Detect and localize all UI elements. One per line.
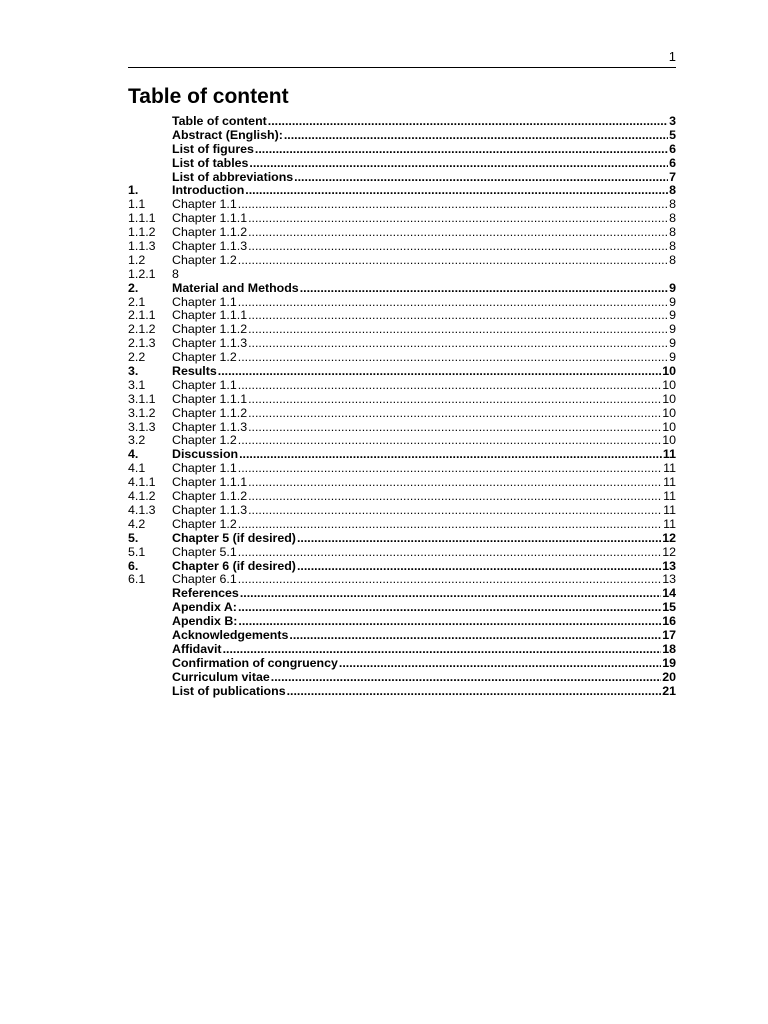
toc-entry[interactable] xyxy=(128,212,676,226)
toc-dot-leader xyxy=(238,518,662,532)
toc-entry-label: List of tables xyxy=(172,156,249,170)
toc-entry-page: 12 xyxy=(662,545,676,559)
toc-entry-page: 8 xyxy=(669,212,676,226)
header-rule xyxy=(128,67,676,68)
toc-entry-number: 4.1 xyxy=(128,462,146,476)
toc-entry-label: Discussion xyxy=(172,448,239,462)
toc-entry[interactable] xyxy=(128,546,676,560)
toc-entry-page: 11 xyxy=(663,476,676,490)
toc-dot-leader xyxy=(284,129,668,143)
toc-entry-page: 10 xyxy=(662,378,676,392)
toc-entry-label: Table of content xyxy=(172,115,267,128)
toc-entry-label: Chapter 1.1.1 xyxy=(172,476,248,490)
toc-entry-page: 11 xyxy=(663,517,676,531)
toc-entry-page: 21 xyxy=(662,684,676,698)
toc-dot-leader xyxy=(255,143,668,157)
toc-dot-leader xyxy=(238,351,668,365)
toc-entry[interactable] xyxy=(128,643,676,657)
toc-entry-page: 9 xyxy=(669,351,676,365)
toc-entry[interactable] xyxy=(128,407,676,421)
toc-entry[interactable] xyxy=(128,448,676,462)
toc-dot-leader xyxy=(240,587,661,601)
toc-entry-number: 3.2 xyxy=(128,434,146,448)
toc-entry-label: Chapter 1.1.2 xyxy=(172,323,248,337)
toc-entry-number: 4.1.2 xyxy=(128,490,156,504)
toc-entry-label: Chapter 1.1.3 xyxy=(172,420,248,434)
toc-entry-page: 10 xyxy=(662,365,676,379)
toc-entry[interactable] xyxy=(128,393,676,407)
toc-dot-leader xyxy=(287,685,662,699)
toc-entry-page: 16 xyxy=(662,615,676,629)
toc-entry-label: Chapter 1.2 xyxy=(172,351,237,365)
toc-entry-number: 2. xyxy=(128,281,139,295)
toc-entry-number: 2.1.1 xyxy=(128,309,156,323)
toc-entry-page: 8 xyxy=(669,253,676,267)
toc-entry-number: 3.1 xyxy=(128,378,146,392)
toc-dot-leader xyxy=(238,254,668,268)
toc-entry-number: 5. xyxy=(128,531,139,545)
toc-dot-leader xyxy=(238,379,661,393)
toc-entry-label: List of figures xyxy=(172,142,254,156)
toc-entry[interactable] xyxy=(128,184,676,198)
toc-dot-leader xyxy=(238,601,661,615)
toc-entry-label: Apendix B: xyxy=(172,615,238,629)
toc-entry-number: 4.2 xyxy=(128,517,146,531)
toc-entry-number: 4.1.1 xyxy=(128,476,156,490)
toc-dot-leader xyxy=(249,157,668,171)
toc-entry-number: 1.1 xyxy=(128,198,146,212)
toc-dot-leader xyxy=(289,629,661,643)
toc-dot-leader xyxy=(248,490,662,504)
toc-entry-page: 20 xyxy=(662,670,676,684)
toc-entry[interactable] xyxy=(128,587,676,601)
toc-entry-page: 7 xyxy=(669,170,676,184)
toc-entry-label: Chapter 1.1.3 xyxy=(172,240,248,254)
toc-entry[interactable] xyxy=(128,351,676,365)
toc-entry[interactable] xyxy=(128,171,676,185)
toc-entry-number: 1.1.1 xyxy=(128,212,156,226)
toc-entry[interactable] xyxy=(128,601,676,615)
toc-entry-page: 8 xyxy=(669,226,676,240)
toc-entry-page: 6 xyxy=(669,156,676,170)
toc-entry-label: Chapter 1.2 xyxy=(172,434,237,448)
toc-entry-page: 10 xyxy=(662,434,676,448)
toc-dot-leader xyxy=(268,115,668,129)
toc-dot-leader xyxy=(339,657,661,671)
toc-entry-number: 6.1 xyxy=(128,573,146,587)
page-title: Table of content xyxy=(128,85,289,108)
toc-entry-label: Chapter 1.1.2 xyxy=(172,490,248,504)
toc-entry-number: 2.1.3 xyxy=(128,337,156,351)
toc-entry[interactable] xyxy=(128,560,676,574)
toc-entry-number: 2.1.2 xyxy=(128,323,156,337)
toc-entry-number: 1.2 xyxy=(128,253,146,267)
toc-entry-page: 9 xyxy=(669,309,676,323)
toc-entry-label: List of abbreviations xyxy=(172,170,294,184)
toc-entry[interactable] xyxy=(128,254,676,268)
toc-entry-label: Chapter 1.2 xyxy=(172,517,237,531)
toc-dot-leader xyxy=(248,309,668,323)
toc-entry-page: 8 xyxy=(669,198,676,212)
toc-dot-leader xyxy=(238,198,668,212)
toc-entry-number: 6. xyxy=(128,559,139,573)
toc-entry-label: Material and Methods xyxy=(172,281,299,295)
toc-entry-label: List of publications xyxy=(172,684,286,698)
toc-dot-leader xyxy=(218,365,661,379)
toc-entry-number: 2.1 xyxy=(128,295,146,309)
toc-entry[interactable] xyxy=(128,143,676,157)
toc-entry-page: 9 xyxy=(669,281,676,295)
toc-dot-leader xyxy=(248,393,661,407)
toc-entry-label: Introduction xyxy=(172,184,245,198)
toc-dot-leader xyxy=(238,615,661,629)
toc-dot-leader xyxy=(248,504,662,518)
toc-dot-leader xyxy=(238,434,661,448)
toc-entry-page: 14 xyxy=(662,587,676,601)
toc-entry[interactable] xyxy=(128,379,676,393)
toc-entry-page: 13 xyxy=(662,573,676,587)
toc-dot-leader xyxy=(238,296,668,310)
toc-entry-label: Chapter 1.1.1 xyxy=(172,392,248,406)
toc-entry[interactable] xyxy=(128,573,676,587)
toc-entry-label: References xyxy=(172,587,239,601)
toc-entry-label: Chapter 6.1 xyxy=(172,573,237,587)
toc-entry-number: 5.1 xyxy=(128,545,146,559)
toc-entry-page: 9 xyxy=(669,295,676,309)
toc-entry[interactable] xyxy=(128,115,676,129)
toc-entry-page: 15 xyxy=(662,601,676,615)
toc-entry-label: Chapter 5 (if desired) xyxy=(172,531,296,545)
toc-entry-label: Confirmation of congruency xyxy=(172,656,338,670)
toc-dot-leader xyxy=(271,671,661,685)
toc-dot-leader xyxy=(248,226,668,240)
toc-entry-label: Chapter 1.1.1 xyxy=(172,309,248,323)
toc-entry-number: 4. xyxy=(128,448,139,462)
toc-entry[interactable] xyxy=(128,365,676,379)
toc-entry[interactable] xyxy=(128,490,676,504)
toc-dot-leader xyxy=(248,240,668,254)
toc-entry[interactable] xyxy=(128,615,676,629)
toc-entry-label: Affidavit xyxy=(172,642,222,656)
toc-entry-label: Chapter 1.1.1 xyxy=(172,212,248,226)
toc-entry-label: Abstract (English): xyxy=(172,128,283,142)
toc-entry-label: Chapter 1.1.3 xyxy=(172,503,248,517)
toc-entry[interactable] xyxy=(128,198,676,212)
toc-entry-number: 1. xyxy=(128,184,139,198)
toc-entry-number: 3.1.1 xyxy=(128,392,156,406)
toc-entry-label: Chapter 1.1 xyxy=(172,378,237,392)
toc-entry-label: Chapter 6 (if desired) xyxy=(172,559,296,573)
toc-entry-number: 3.1.3 xyxy=(128,420,156,434)
toc-entry-page: 11 xyxy=(663,503,676,517)
toc-entry-page: 13 xyxy=(662,559,676,573)
toc-dot-leader xyxy=(248,337,668,351)
toc-entry-page: 9 xyxy=(669,323,676,337)
toc-entry-page: 17 xyxy=(662,628,676,642)
toc-entry[interactable] xyxy=(128,629,676,643)
toc-entry-label: Chapter 5.1 xyxy=(172,545,237,559)
toc-entry[interactable] xyxy=(128,337,676,351)
toc-entry[interactable] xyxy=(128,309,676,323)
toc-entry-number: 2.2 xyxy=(128,351,146,365)
toc-entry-number: 3.1.2 xyxy=(128,406,156,420)
page-number: 1 xyxy=(668,49,676,64)
toc-entry[interactable] xyxy=(128,476,676,490)
toc-dot-leader xyxy=(248,407,661,421)
toc-entry[interactable] xyxy=(128,282,676,296)
toc-entry-label: Chapter 1.1 xyxy=(172,295,237,309)
toc-entry-page: 12 xyxy=(662,531,676,545)
toc-dot-leader xyxy=(248,421,661,435)
toc-entry[interactable] xyxy=(128,226,676,240)
toc-entry-label: Curriculum vitae xyxy=(172,670,270,684)
toc-dot-leader xyxy=(239,448,662,462)
toc-entry-page: 10 xyxy=(662,406,676,420)
toc-entry[interactable] xyxy=(128,518,676,532)
toc-entry[interactable] xyxy=(128,323,676,337)
toc-entry[interactable] xyxy=(128,462,676,476)
toc-entry[interactable] xyxy=(128,504,676,518)
toc-dot-leader xyxy=(248,323,668,337)
toc-entry[interactable] xyxy=(128,657,676,671)
toc-entry-page: 11 xyxy=(663,490,676,504)
toc-entry-label: Results xyxy=(172,365,217,379)
toc-entry-page: 10 xyxy=(662,420,676,434)
toc-entry-label: Chapter 1.1 xyxy=(172,462,237,476)
toc-entry-label: Chapter 1.1.2 xyxy=(172,406,248,420)
toc-dot-leader xyxy=(238,546,661,560)
toc-entry[interactable] xyxy=(128,421,676,435)
toc-entry-page: 11 xyxy=(662,448,676,462)
toc-entry[interactable] xyxy=(128,685,676,699)
toc-entry-number: 1.1.2 xyxy=(128,226,156,240)
toc-entry-page: 10 xyxy=(662,392,676,406)
toc-dot-leader xyxy=(294,171,668,185)
toc-entry[interactable] xyxy=(128,240,676,254)
toc-dot-leader xyxy=(297,532,661,546)
toc-entry[interactable] xyxy=(128,157,676,171)
toc-dot-leader xyxy=(300,282,668,296)
toc-entry-page: 9 xyxy=(669,337,676,351)
toc-entry-label: Chapter 1.1.2 xyxy=(172,226,248,240)
toc-entry[interactable] xyxy=(128,268,676,282)
toc-entry-label: Chapter 1.2 xyxy=(172,253,237,267)
toc-dot-leader xyxy=(297,560,661,574)
toc-entry-number: 1.1.3 xyxy=(128,240,156,254)
toc-entry-page: 6 xyxy=(669,142,676,156)
toc-entry-page: 5 xyxy=(669,128,676,142)
toc-entry[interactable] xyxy=(128,532,676,546)
toc-entry-page: 11 xyxy=(663,462,676,476)
toc-entry-label: Apendix A: xyxy=(172,601,237,615)
toc-dot-leader xyxy=(248,476,662,490)
toc-entry-label: Chapter 1.1 xyxy=(172,198,237,212)
toc-entry-number: 4.1.3 xyxy=(128,503,156,517)
toc-entry-page: 8 xyxy=(669,184,676,198)
toc-entry-number: 1.2.1 xyxy=(128,267,156,281)
toc-entry-page: 3 xyxy=(669,115,676,128)
toc-entry[interactable] xyxy=(128,296,676,310)
toc-entry-label: Chapter 1.1.3 xyxy=(172,337,248,351)
toc-entry-page: 18 xyxy=(662,642,676,656)
toc-dot-leader xyxy=(248,212,668,226)
toc-dot-leader xyxy=(238,462,662,476)
toc-entry[interactable] xyxy=(128,434,676,448)
toc-entry-page: 19 xyxy=(662,656,676,670)
toc-dot-leader xyxy=(238,573,661,587)
toc-entry-label: 8 xyxy=(172,267,179,281)
toc-entry-number: 3. xyxy=(128,365,139,379)
toc-list xyxy=(128,115,676,698)
toc-entry[interactable] xyxy=(128,129,676,143)
toc-entry[interactable] xyxy=(128,671,676,685)
toc-dot-leader xyxy=(245,184,668,198)
toc-entry-label: Acknowledgements xyxy=(172,628,289,642)
toc-entry-page: 8 xyxy=(669,240,676,254)
toc-dot-leader xyxy=(223,643,662,657)
